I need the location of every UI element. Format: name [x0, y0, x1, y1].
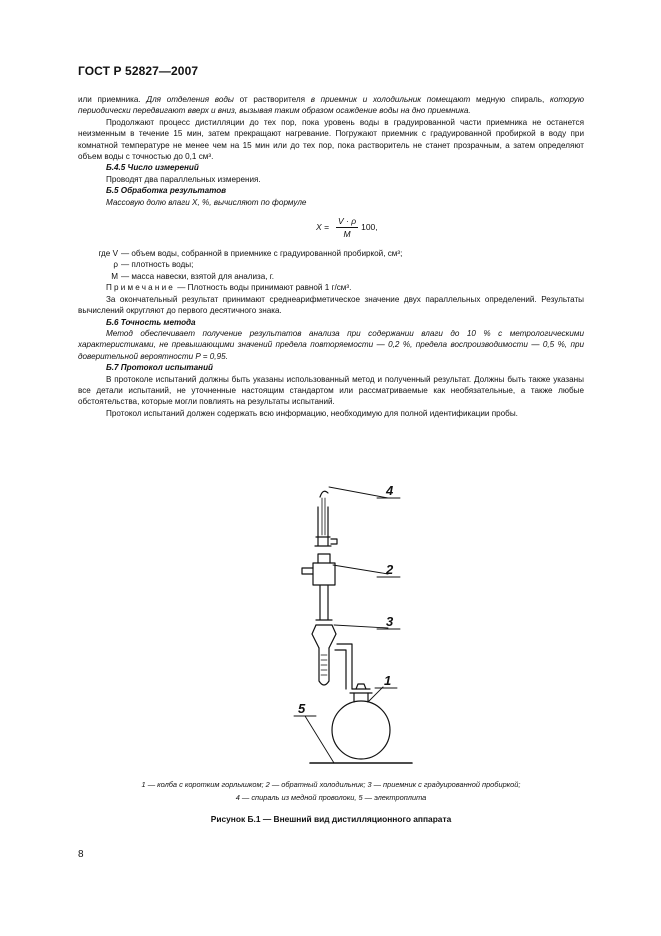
formula-tail: 100, — [361, 221, 378, 232]
flask-stopper — [356, 684, 366, 689]
section-b45-title: Б.4.5 Число измерений — [106, 163, 199, 173]
leader-line-2 — [333, 565, 388, 574]
page-number: 8 — [78, 849, 84, 860]
leader-line-5 — [305, 716, 334, 763]
text-run-italic: Для отделения воды — [146, 95, 234, 104]
figure-label-5: 5 — [298, 701, 306, 716]
side-tube — [335, 644, 352, 689]
condenser-stem — [316, 586, 332, 625]
section-b7-title: Б.7 Протокол испытаний — [106, 363, 213, 373]
text-run: от растворителя — [233, 95, 311, 104]
upper-tube-port — [331, 539, 337, 544]
formula-numerator: V · ρ — [338, 216, 357, 227]
figure-title: Рисунок Б.1 — Внешний вид дистилляционного аппарата — [210, 814, 452, 824]
text-run: медную спираль, — [470, 95, 550, 104]
figure-label-1: 1 — [384, 673, 392, 688]
paragraph-distillation: Продолжают процесс дистилляции до тех пор, пока уровень воды в градуированной части приемника не останется неизменным в течение 15 мин, затем прекращают нагревание. Погружают приемник с градуированной пробиркой в воду при комнатной температуре не менее чем на 15 мин или до тех пор, пока растворитель не станет прозрачным, а затем определяют объем воды с точностью до 0,1 см³. — [78, 117, 584, 162]
section-b6-text: Метод обеспечивает получение результатов анализа при содержании влаги до 10 % с метрологическими характеристиками, не превышающими значений предела повторяемости — 0,2 %, предела воспроизводимости — 0,5 %, при доверительной вероятности P = 0,95. — [78, 328, 584, 361]
leader-line-3 — [334, 625, 388, 628]
section-b5-text: Массовую долю влаги X, %, вычисляют по формуле — [106, 197, 307, 207]
figure-caption-line2: 4 — спираль из медной проволоки, 5 — электроплита — [235, 793, 427, 802]
formula-denominator: M — [343, 229, 351, 240]
leader-line-4 — [329, 487, 388, 498]
legend-symbol: M — [111, 271, 118, 281]
graduated-tube — [319, 648, 329, 685]
section-b5-title: Б.5 Обработка результатов — [106, 186, 227, 196]
condenser-jacket — [313, 563, 335, 585]
flask-neck-ring — [350, 689, 372, 693]
legend-symbol: ρ — [113, 260, 118, 270]
legend-text: — плотность воды; — [121, 260, 194, 270]
flask-body — [332, 701, 390, 759]
upper-tube — [315, 507, 331, 546]
condenser-inlet — [302, 568, 313, 574]
figure-label-2: 2 — [386, 562, 394, 577]
section-b7-text2: Протокол испытаний должен содержать всю информацию, необходимую для полной идентификации пробы. — [106, 408, 518, 418]
section-b45-text: Проводят два параллельных измерения. — [106, 174, 261, 184]
figure-label-4: 4 — [386, 483, 394, 498]
formula-lhs: X = — [316, 221, 329, 232]
figure-caption-line1: 1 — колба с коротким горлышком; 2 — обратный холодильник; 3 — приемник с градуированной пробиркой; — [141, 780, 521, 789]
graduation-marks — [321, 655, 327, 675]
note-text: — Плотность воды принимают равной 1 г/см³. — [175, 283, 352, 293]
paragraph-result: За окончательный результат принимают среднеарифметическое значение двух параллельных определений. Результаты вычислений округляют до первого десятичного знака. — [78, 294, 584, 316]
text-run-italic: в приемник и холодильник помещают — [310, 95, 471, 104]
legend-text: — объем воды, собранной в приемнике с градуированной пробиркой, см³; — [121, 249, 403, 259]
legend-symbol: где V — [98, 249, 118, 259]
standard-header: ГОСТ Р 52827—2007 — [78, 64, 199, 78]
note-label: Примечание — [106, 283, 176, 293]
receiver-bulb — [312, 625, 336, 648]
text-run: или приемника. — [78, 95, 147, 104]
copper-spiral-wire — [322, 498, 325, 535]
spiral-hook — [320, 491, 328, 497]
text-run-italic: которую периодически передвигают вверх и вниз, вызывая таким образом осаждение воды на дно приемника. — [78, 95, 584, 116]
section-b6-title: Б.6 Точность метода — [106, 317, 196, 327]
legend-text: — масса навески, взятой для анализа, г. — [121, 271, 275, 281]
figure-label-3: 3 — [386, 614, 394, 629]
condenser-top — [318, 554, 330, 563]
section-b7-text: В протоколе испытаний должны быть указаны использованный метод и полученный результат. Должны быть также указаны все детали испытаний, не уточненные настоящим стандартом или рассматриваемые как необязательные, а также любые обстоятельства, которые могли повлиять на результаты испытаний. — [78, 374, 584, 407]
